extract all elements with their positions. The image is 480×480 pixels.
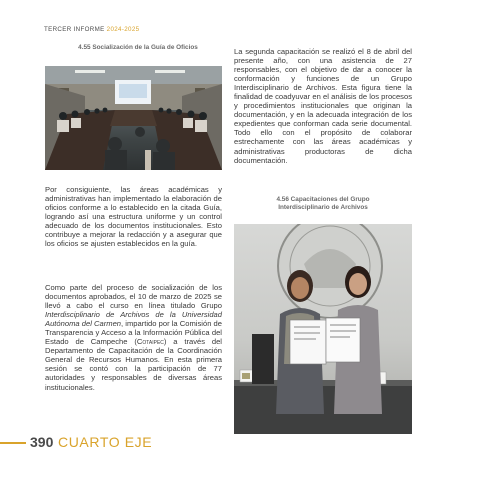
figure-caption [234, 196, 412, 212]
signing-ceremony-photo [234, 224, 412, 434]
text-run: Como parte del proceso de socialización de los documentos aprobados, el 10 de marzo de 2025 se llevó a cabo el curso en línea titulado Grupo [45, 283, 222, 311]
caption-line: 4.56 Capacitaciones del Grupo [276, 196, 370, 203]
page-number: 390 [30, 434, 54, 450]
figure-caption: 4.55 Socialización de la Guía de Oficios [78, 44, 198, 51]
paragraph [45, 283, 222, 392]
running-header [44, 26, 139, 33]
course-title: Interdisciplinario de Archivos de la Universidad Autónoma del Carmen [45, 310, 222, 329]
section-title: CUARTO EJE [58, 434, 153, 450]
training-room-photo [45, 66, 222, 170]
paragraph: La segunda capacitación se realizó el 8 de abril del presente año, con una asistencia de 27 responsables, con el objetivo de dar a conocer la conformación y funciones de un Grupo Interdisciplinario de Archivos. Esta figura tiene la finalidad de coadyuvar en el análisis de los procesos y procedimientos institucionales que originan la documentación, y en la adecuada integración de los expedientes que conforman cada serie documental. Todo ello con el propósito de colaborar estrechamente con las áreas académicas y administrativas productoras de dicha documentación. [234, 47, 412, 165]
footer-accent-line [0, 442, 26, 444]
paragraph: Por consiguiente, las áreas académicas y administrativas han implementado la elaboración de oficios conforme a lo establecido en la citada Guía, logrando así una estructura uniforme y un control adecuado de los documentos institucionales. Esto contribuye a mejorar la redacción y a asegurar que los oficios se ajusten establecidos en la guía. [45, 185, 222, 249]
text-run: , impartido por la Comisión de Transparencia y Acceso a la Información Pública del Estado de Campeche ( [45, 319, 223, 347]
acronym: Cotaipec [136, 337, 164, 347]
text-run: ) a través del Departamento de Capacitación de la Coordinación General de Recursos Humanos. En esta primera sesión se contó con la participación de 77 autoridades y responsables de diversas áreas institucionales. [45, 337, 222, 392]
report-label: TERCER INFORME [44, 26, 105, 33]
caption-line: Interdisciplinario de Archivos [278, 204, 368, 211]
report-years: 2024-2025 [106, 26, 140, 33]
